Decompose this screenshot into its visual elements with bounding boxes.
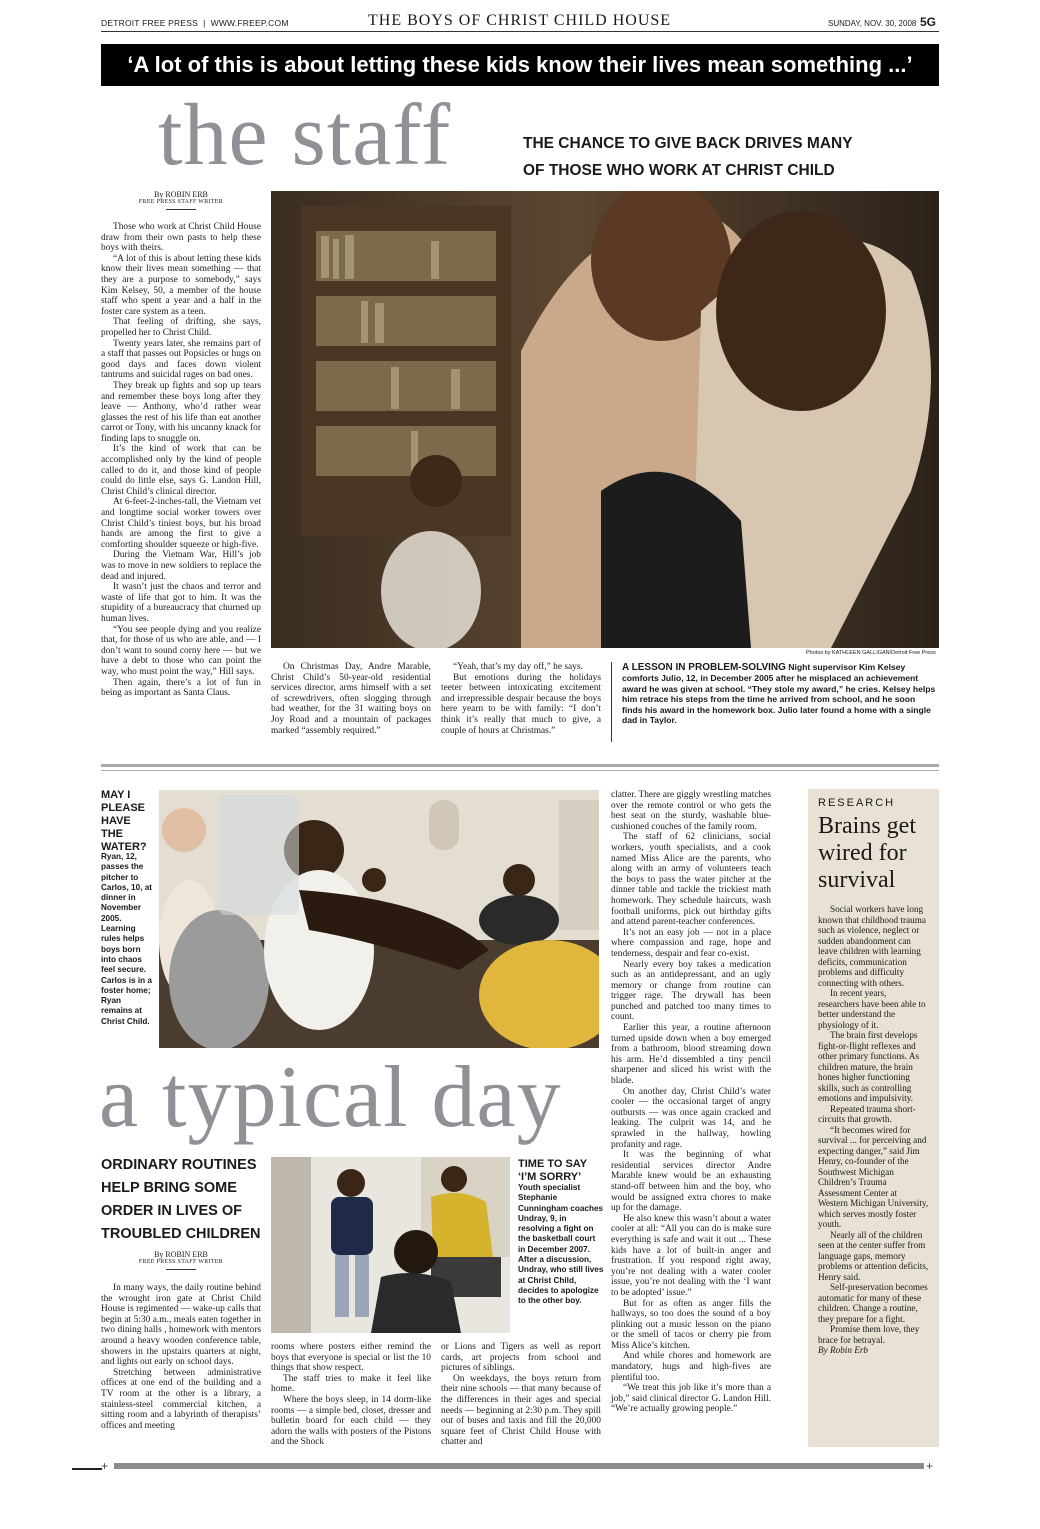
paragraph: On another day, Christ Child’s water cooler — the occasional target of angry outbursts — was once again cracked and leaking. The culprit was 14, and he sprawled in the hallway, howling profanity and rage. [611,1086,771,1150]
typical-byline-name: By ROBIN ERB [154,1250,208,1259]
staff-column-3 [441,662,601,736]
staff-caption-body: Night supervisor Kim Kelsey comforts Julio, 12, in December 2005 after he misplaced an achievement award he was given at school. “They stole my award,” he cries. Kelsey helps him retrace his steps from the time he arrived from school, and he soon finds his award in the homework box. Julio later found a home with a single dad in Taylor. [622,662,936,726]
research-kicker: RESEARCH [818,797,896,809]
paragraph: During the Vietnam War, Hill’s job was to move in new soldiers to replace the dead and injured. [101,550,261,582]
paragraph: Twenty years later, she remains part of a staff that passes out Popsicles or hugs on good days and faces down violent tantrums and suicidal rages on bad ones. [101,338,261,381]
paragraph: At 6-feet-2-inches-tall, the Vietnam vet and longtime social worker towers over Christ Child’s tiniest boys, but his broad hands are among the first to give a comforting shoulder squeeze or high-five. [101,497,261,550]
paragraph: Nearly every boy takes a medication such as an antidepressant, and an ugly memory or change from routine can trigger rage. The drywall has been punched and patched too many times to count. [611,959,771,1023]
staff-photo-comforting [271,191,939,648]
footer-gray-bar [114,1463,924,1469]
water-caption-head: MAY I PLEASE HAVE THE WATER? [101,789,147,853]
staff-photo-credit: Photos by KATHLEEN GALLIGAN/Detroit Free Press [806,650,936,656]
paragraph: Repeated trauma short-circuits that growth. [818,1103,916,1124]
paragraph: And while chores and homework are mandatory, hugs and high-fives are plentiful too. [611,1351,771,1383]
research-signoff: By Robin Erb [818,1345,869,1355]
staff-headline: the staff [158,87,452,184]
paragraph: On Christmas Day, Andre Marable, Christ Child’s 50-year-old residential services director, arms himself with a set of screwdrivers, often slogging through bad weather, for the 31 waiting boys on Joy Road and a mountain of packages marked “assembly required.” [271,662,431,736]
research-body [818,904,929,1356]
paragraph: But for as often as anger fills the hallways, so too does the sound of a boy plinking out a music lesson on the piano or the smell of tacos or cherry pie from Miss Alice’s kitchen. [611,1298,771,1351]
paragraph: But emotions during the holidays teeter between intoxicating excitement and irrepressible despair because the boys here yearn to be with family: “I don’t think it’s really that much to give, a couple of hours at Christmas.” [441,672,601,736]
registration-mark-right: + [926,1459,934,1473]
paragraph: The staff tries to make it feel like home. [271,1373,431,1395]
staff-deck-line-2: OF THOSE WHO WORK AT CHRIST CHILD [523,162,835,179]
header-right: SUNDAY, NOV. 30, 2008 [828,19,917,28]
paragraph: It’s the kind of work that can be accomplished only by the kind of people called to do it, and those kind of people could do little else, says G. Landon Hill, Christ Child’s clinical director. [101,444,261,497]
paragraph: That feeling of drifting, she says, propelled her to Christ Child. [101,317,261,338]
paragraph: In many ways, the daily routine behind the wrought iron gate at Christ Child House is regimented — wake-up calls that begin at 5:30 a.m., meals eaten together in two dining halls , homework with mentors around a heavy wooden conference table, showers in the upstairs quarters at night, and lights out early on school days. [101,1283,261,1368]
staff-deck [523,130,853,184]
sorry-caption-body: Youth specialist Stephanie Cunningham coaches Undray, 9, in resolving a fight on the basketball court in December 2007. After a discussion, Undray, who still lives at Christ Child, decides to apologize to the other boy. [518,1183,604,1306]
page-number: 5G [920,15,937,29]
paragraph: It was the beginning of what residential services director Andre Marable knew would be an exhausting stand-off between him and the boy, who would be assigned extra chores to make up for the damage. [611,1150,771,1214]
water-caption-body: Ryan, 12, passes the pitcher to Carlos, 10, at dinner in November 2005. Learning rules helps boys born into chaos feel secure. Carlos is in a foster home; Ryan remains at Christ Child. [101,852,152,1026]
research-sidebar [808,789,939,1447]
photo-illustration [271,191,939,648]
byline-rule [166,1269,196,1270]
sorry-caption-head: TIME TO SAY ‘I’M SORRY’ [518,1158,587,1183]
typical-column-1 [101,1283,261,1431]
byline-rule [166,209,196,210]
staff-byline-title: FREE PRESS STAFF WRITER [138,199,224,205]
staff-column-2 [271,662,431,736]
paragraph: “We treat this job like it’s more than a job,” said clinical director G. Landon Hill. “We’re actually growing people.” [611,1383,771,1415]
paragraph: rooms where posters either remind the boys that everyone is special or list the 10 things that show respect. [271,1342,431,1374]
typical-byline-title: FREE PRESS STAFF WRITER [138,1259,224,1265]
header-center: THE BOYS OF CHRIST CHILD HOUSE [368,12,672,29]
paragraph: clatter. There are giggly wrestling matches over the remote control or who gets the best seat on the sturdy, washable blue-cushioned couches of the family room. [611,790,771,832]
section-divider [101,764,939,767]
caption-divider [611,662,612,742]
paragraph: or Lions and Tigers as well as report cards, art projects from school and pictures of siblings. [441,1342,601,1374]
paragraph: Earlier this year, a routine afternoon turned upside down when a boy emerged from a bathroom, blood streaming down his arm. He’d dissembled a tiny pencil sharpener and sliced his wrist with the blade. [611,1023,771,1087]
typical-byline [101,1250,261,1270]
quote-banner [101,44,939,86]
paragraph: Where the boys sleep, in 14 dorm-like rooms — a simple bed, closet, dresser and bulletin board for each child — they adorn the walls with posters of the Pistons and the Shock [271,1394,431,1448]
paragraph: Self-preservation becomes automatic for many of these children. Change a routine, they prepare for a fight. [818,1282,928,1324]
photo-illustration [271,1157,510,1333]
paragraph: Social workers have long known that childhood trauma such as violence, neglect or sudden abandonment can leave children with learning deficits, communication problems and difficulty connecting with others. [818,904,926,988]
dinner-photo [159,790,599,1048]
staff-column-1 [101,222,261,699]
paragraph: They break up fights and sop up tears and remember these boys long after they leave — Anthony, who’d rather wear glasses the rest of his life than eat another carrot or Tony, with his uncanny knack for finding laps to snuggle on. [101,380,261,444]
header-left: DETROIT FREE PRESS | WWW.FREEP.COM [101,18,289,28]
paragraph: Nearly all of the children seen at the center suffer from language gaps, memory problems or attention deficits, Henry said. [818,1229,929,1282]
staff-caption-head: A LESSON IN PROBLEM-SOLVING [622,662,786,673]
paragraph: Those who work at Christ Child House draw from their own pasts to help these boys with theirs. [101,222,261,254]
paragraph: “Yeah, that’s my day off,” he says. [453,662,583,672]
photo-illustration [159,790,599,1048]
paragraph: “You see people dying and you realize that, for those of us who are able, and — I don’t want to sound corny here — but we have a debt to those who can point the way, who must point the way,” Hill says. [101,624,261,677]
quote-banner-text: ‘A lot of this is about letting these kids know their lives mean something ...’ [127,52,913,77]
typical-column-4 [611,790,771,1415]
header-rule [101,31,939,32]
staff-deck-line-1: THE CHANCE TO GIVE BACK DRIVES MANY [523,135,853,152]
staff-photo-caption [622,662,938,725]
paragraph: It wasn’t just the chaos and terror and waste of life that got to him. It was the stupidity of a bureaucracy that churned up human lives. [101,582,261,624]
paragraph: On weekdays, the boys return from their nine schools — that many because of the differences in their ages and special needs — beginning at 2:30 p.m. They spill out of buses and taxis and fill the 20,000 square feet of Christ Child House with chatter and [441,1373,601,1448]
registration-mark-left: + [101,1459,109,1473]
paragraph: “A lot of this is about letting these kids know their lives mean something — that they are a purpose to somebody,” says Kim Kelsey, 50, a member of the house staff who spent a year and a half in the foster care system as a teen. [101,253,261,317]
staff-byline-name: By ROBIN ERB [154,190,208,199]
footer-mark-left [72,1468,102,1470]
paragraph: Stretching between administrative offices at one end of the building and a TV room at the other is a library, a stainless-steel commercial kitchen, a sitting room and a labyrinth of therapists’ offices and meeting [101,1367,261,1431]
paragraph: The brain first develops fight-or-flight reflexes and other primary functions. As children mature, the brain hones higher functioning skills, such as controlling emotions and impulsivity. [818,1030,920,1103]
research-headline: Brains get wired for survival [818,813,916,893]
paragraph: It’s not an easy job — not in a place where compassion and rage, hope and tenderness, despair and fear co-exist. [611,927,771,959]
typical-column-2 [271,1342,431,1448]
typical-day-headline: a typical day [99,1049,562,1146]
staff-byline [101,190,261,210]
section-divider-thin [101,770,939,771]
paragraph: In recent years, researchers have been able to better understand the physiology of it. [818,988,926,1030]
paragraph: The staff of 62 clinicians, social workers, youth specialists, and a cook named Miss Alice are the parents, who along with an army of volunteers teach the boys to pass the water pitcher at the dinner table and tackle the trickiest math homework. They schedule haircuts, wash football uniforms, pick out birthday gifts and attend parent-teacher conferences. [611,832,771,928]
paragraph: Promise them love, they brace for betrayal. [818,1324,920,1345]
typical-column-3 [441,1342,601,1448]
typical-day-deck: ORDINARY ROUTINES HELP BRING SOME ORDER IN LIVES OF TROUBLED CHILDREN [101,1157,261,1242]
paragraph: “It becomes wired for survival ... for perceiving and expecting danger,” said Jim Henry, co-founder of the Southwest Michigan Children’s Trauma Assessment Center at Western Michigan University, which serves mostly foster youth. [818,1124,929,1229]
apology-photo [271,1157,510,1333]
paragraph: Then again, there’s a lot of fun in being as important as Santa Claus. [101,677,261,699]
paragraph: He also knew this wasn’t about a water cooler at all: “All you can do is make sure everything is safe and wait it out ... These kids have a lot of built-in anger and frustration. If you respond right away, you’re not dealing with a water cooler issue, you’re not dealing with the ‘I want to be adopted’ issue.” [611,1213,771,1298]
